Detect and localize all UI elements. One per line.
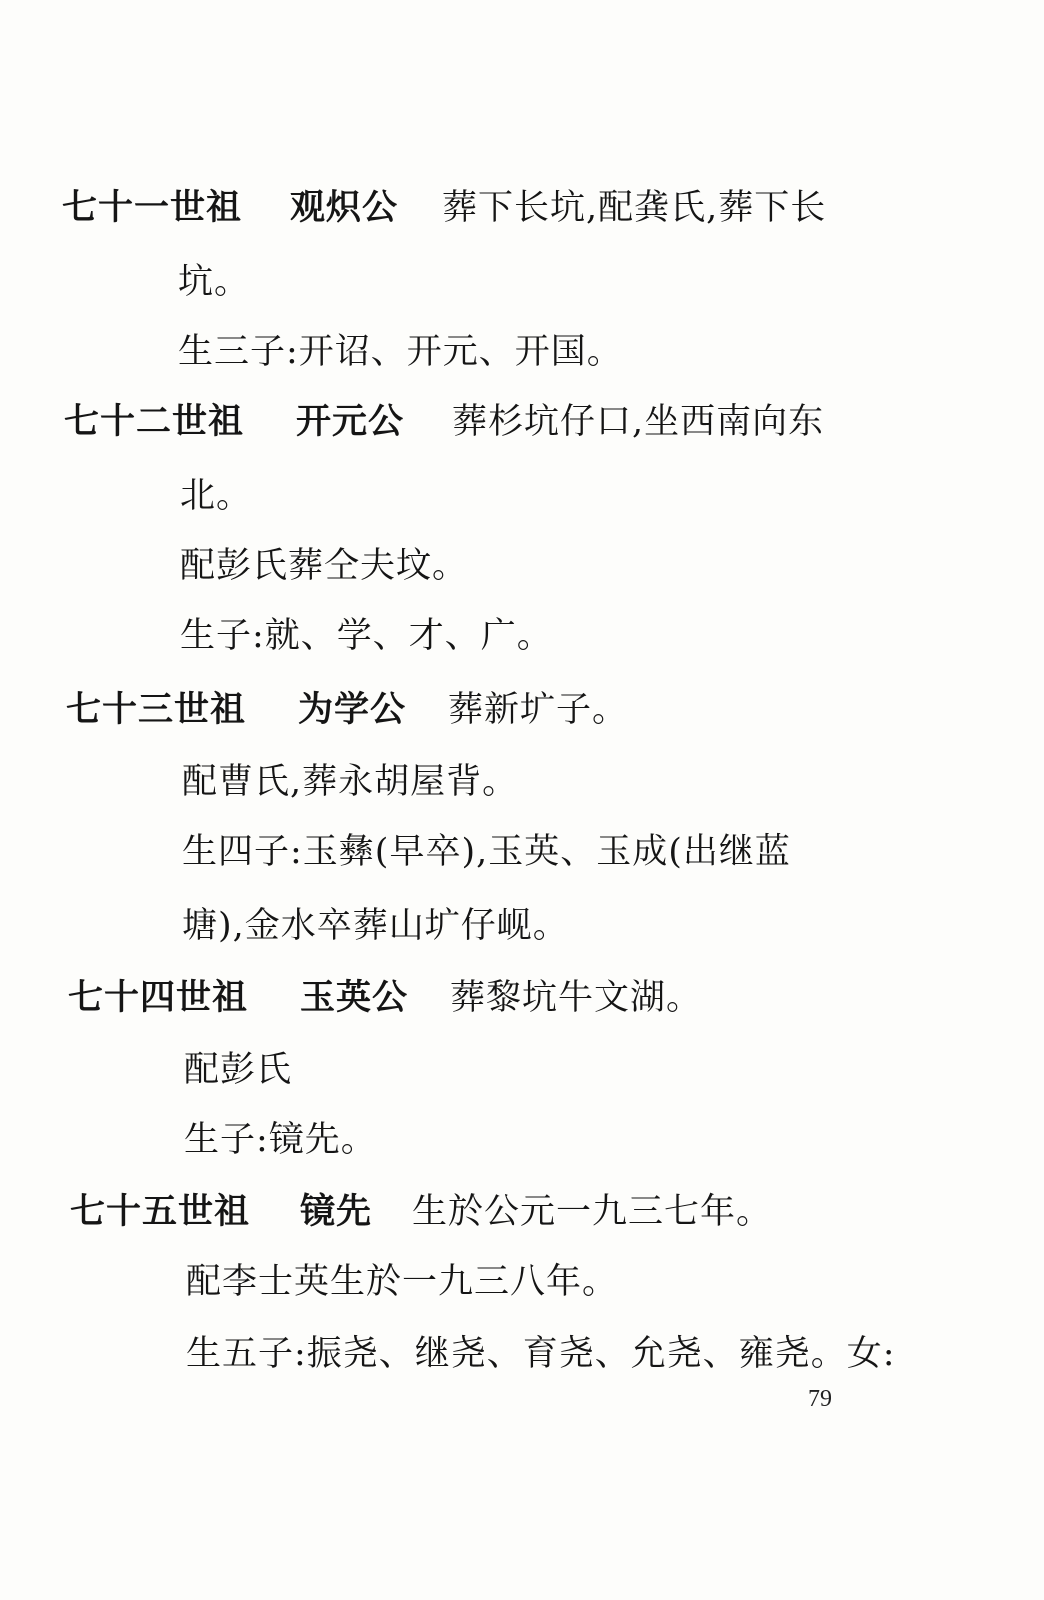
burial-description: 葬黎坑牛文湖。 [450,978,703,1018]
entry-text-line: 生子:镜先。 [184,1120,377,1160]
generation-label: 七十三世祖 [66,690,247,730]
generation-label: 七十五世祖 [70,1192,251,1232]
page-number: 79 [808,1386,832,1412]
birth-description: 生於公元一九三七年。 [412,1192,773,1232]
entry-text-line: 北。 [180,476,253,516]
generation-label: 七十四世祖 [68,978,249,1018]
ancestor-name: 开元公 [296,402,405,442]
entry-text-line: 配彭氏葬仝夫坟。 [180,546,469,586]
generation-label: 七十二世祖 [64,402,245,442]
entry-text-line: 生子:就、学、才、广。 [180,616,553,656]
entry-text-line: 塘),金水卒葬山圹仔岘。 [182,906,569,946]
ancestor-name: 镜先 [300,1192,373,1232]
genealogy-heading [62,188,827,228]
genealogy-heading [70,1192,773,1232]
genealogy-heading [68,978,703,1018]
burial-description: 葬新圹子。 [448,690,629,730]
burial-description: 葬杉坑仔口,坐西南向东 [452,402,825,442]
entry-text-line: 生五子:振尧、继尧、育尧、允尧、雍尧。女: [186,1334,896,1374]
ancestor-name: 观炽公 [290,188,399,228]
entry-text-line: 配曹氏,葬永胡屋背。 [182,762,519,802]
genealogy-heading [66,690,629,730]
burial-description: 葬下长坑,配龚氏,葬下长 [442,188,827,228]
entry-text-line: 生三子:开诏、开元、开国。 [178,332,623,372]
genealogy-heading [64,402,825,442]
entry-text-line: 坑。 [178,262,251,302]
generation-label: 七十一世祖 [62,188,243,228]
entry-text-line: 配李士英生於一九三八年。 [186,1262,619,1302]
entry-text-line: 生四子:玉彝(早卒),玉英、玉成(出继蓝 [182,832,791,872]
ancestor-name: 玉英公 [300,978,409,1018]
ancestor-name: 为学公 [298,690,407,730]
entry-text-line: 配彭氏 [184,1050,293,1090]
